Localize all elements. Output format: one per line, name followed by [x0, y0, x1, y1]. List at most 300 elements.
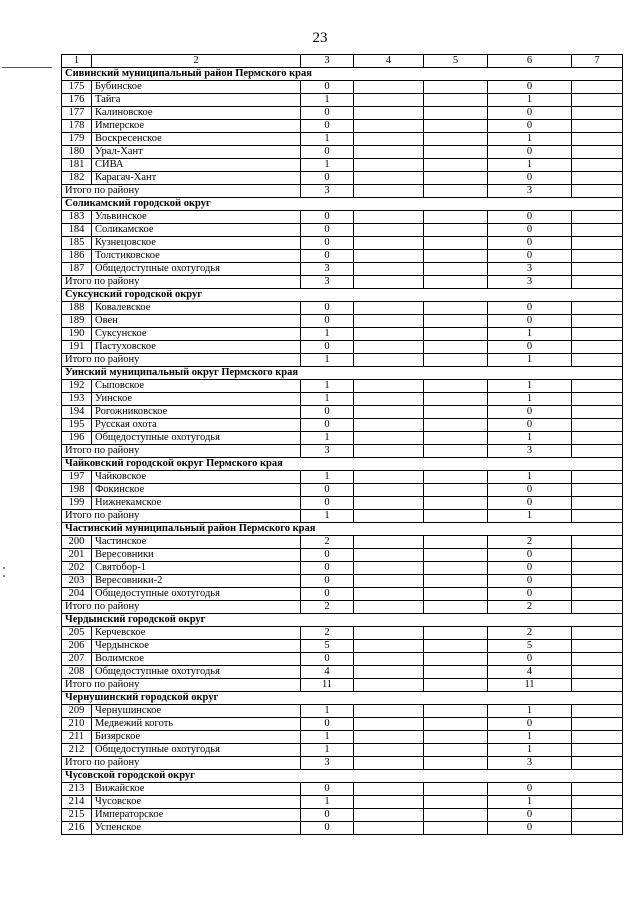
total-row: [62, 601, 623, 614]
header-cell: 1: [62, 55, 92, 68]
row-number: 197: [62, 471, 92, 484]
hunting-ground-name: Чернушинское: [92, 705, 301, 718]
empty-col7: [572, 783, 623, 796]
section-header-row: [62, 523, 623, 536]
value-col3: 0: [301, 237, 354, 250]
table-row: [62, 471, 623, 484]
empty-col7: [572, 627, 623, 640]
table-row: [62, 666, 623, 679]
empty-col7: [572, 718, 623, 731]
hunting-ground-name: Фокинское: [92, 484, 301, 497]
empty-col5: [424, 549, 488, 562]
empty-col4: [354, 705, 424, 718]
empty-col7: [572, 432, 623, 445]
empty-col5: [424, 744, 488, 757]
value-col6: 0: [488, 406, 572, 419]
row-number: 178: [62, 120, 92, 133]
empty-col4: [354, 484, 424, 497]
table-row: [62, 705, 623, 718]
hunting-ground-name: Урал-Хант: [92, 146, 301, 159]
table-row: [62, 562, 623, 575]
value-col6: 2: [488, 536, 572, 549]
total-col3: 11: [301, 679, 354, 692]
empty-col4: [354, 341, 424, 354]
empty-col5: [424, 783, 488, 796]
value-col6: 1: [488, 328, 572, 341]
table-row: [62, 133, 623, 146]
hunting-ground-name: Общедоступные охотугодья: [92, 263, 301, 276]
table-row: [62, 484, 623, 497]
value-col6: 1: [488, 471, 572, 484]
empty-col5: [424, 94, 488, 107]
empty-col7: [572, 328, 623, 341]
hunting-ground-name: Успенское: [92, 822, 301, 835]
section-title: Чусовской городской округ: [62, 770, 623, 783]
table-row: [62, 588, 623, 601]
empty-col7: [572, 822, 623, 835]
value-col3: 0: [301, 81, 354, 94]
value-col3: 0: [301, 562, 354, 575]
row-number: 214: [62, 796, 92, 809]
total-label: Итого по району: [62, 354, 301, 367]
value-col3: 0: [301, 484, 354, 497]
empty-col5: [424, 471, 488, 484]
value-col6: 0: [488, 302, 572, 315]
section-header-row: [62, 68, 623, 81]
empty-col4: [354, 666, 424, 679]
empty-col7: [572, 796, 623, 809]
hunting-ground-name: Общедоступные охотугодья: [92, 432, 301, 445]
empty-col4: [354, 562, 424, 575]
row-number: 198: [62, 484, 92, 497]
table-row: [62, 406, 623, 419]
table-row: [62, 640, 623, 653]
empty-col4: [354, 744, 424, 757]
hunting-ground-name: Имперское: [92, 120, 301, 133]
hunting-ground-name: Императорское: [92, 809, 301, 822]
row-number: 212: [62, 744, 92, 757]
header-cell: 2: [92, 55, 301, 68]
row-number: 190: [62, 328, 92, 341]
empty-col4: [354, 445, 424, 458]
empty-col4: [354, 94, 424, 107]
value-col3: 0: [301, 341, 354, 354]
total-label: Итого по району: [62, 185, 301, 198]
hunting-ground-name: Бубинское: [92, 81, 301, 94]
section-title: Чайковский городской округ Пермского края: [62, 458, 623, 471]
row-number: 200: [62, 536, 92, 549]
hunting-ground-name: Общедоступные охотугодья: [92, 588, 301, 601]
total-col6: 1: [488, 510, 572, 523]
empty-col7: [572, 341, 623, 354]
value-col6: 1: [488, 159, 572, 172]
empty-col5: [424, 237, 488, 250]
hunting-ground-name: Толстиковское: [92, 250, 301, 263]
header-cell: 4: [354, 55, 424, 68]
header-cell: 7: [572, 55, 623, 68]
value-col3: 1: [301, 380, 354, 393]
hunting-ground-name: Волимское: [92, 653, 301, 666]
empty-col5: [424, 315, 488, 328]
table-row: [62, 744, 623, 757]
hunting-ground-name: Рогожниковское: [92, 406, 301, 419]
empty-col4: [354, 731, 424, 744]
empty-col5: [424, 419, 488, 432]
value-col3: 0: [301, 497, 354, 510]
empty-col5: [424, 510, 488, 523]
section-title: Частинский муниципальный район Пермского края: [62, 523, 623, 536]
value-col6: 0: [488, 81, 572, 94]
hunting-ground-name: Частинское: [92, 536, 301, 549]
hunting-ground-name: Нижнекамское: [92, 497, 301, 510]
empty-col4: [354, 133, 424, 146]
row-number: 215: [62, 809, 92, 822]
total-col3: 3: [301, 185, 354, 198]
table-row: [62, 328, 623, 341]
table-row: [62, 783, 623, 796]
empty-col5: [424, 588, 488, 601]
value-col6: 0: [488, 224, 572, 237]
hunting-ground-name: Калиновское: [92, 107, 301, 120]
hunting-ground-name: Сыповское: [92, 380, 301, 393]
row-number: 205: [62, 627, 92, 640]
empty-col4: [354, 510, 424, 523]
table-row: [62, 731, 623, 744]
empty-col7: [572, 406, 623, 419]
empty-col4: [354, 276, 424, 289]
value-col6: 0: [488, 718, 572, 731]
margin-mark: [2, 67, 52, 68]
table-row: [62, 341, 623, 354]
value-col6: 1: [488, 133, 572, 146]
row-number: 193: [62, 393, 92, 406]
empty-col4: [354, 185, 424, 198]
section-header-row: [62, 198, 623, 211]
empty-col4: [354, 224, 424, 237]
table-row: [62, 237, 623, 250]
value-col3: 2: [301, 627, 354, 640]
margin-dot: [3, 575, 5, 577]
row-number: 182: [62, 172, 92, 185]
section-header-row: [62, 289, 623, 302]
value-col6: 1: [488, 380, 572, 393]
value-col3: 1: [301, 744, 354, 757]
empty-col7: [572, 380, 623, 393]
empty-col5: [424, 757, 488, 770]
hunting-ground-name: Соликамское: [92, 224, 301, 237]
header-cell: 6: [488, 55, 572, 68]
value-col3: 1: [301, 796, 354, 809]
total-col3: 1: [301, 354, 354, 367]
empty-col5: [424, 640, 488, 653]
row-number: 209: [62, 705, 92, 718]
value-col6: 1: [488, 796, 572, 809]
empty-col4: [354, 432, 424, 445]
row-number: 206: [62, 640, 92, 653]
empty-col5: [424, 575, 488, 588]
total-col6: 3: [488, 185, 572, 198]
total-label: Итого по району: [62, 679, 301, 692]
table-row: [62, 796, 623, 809]
row-number: 180: [62, 146, 92, 159]
empty-col7: [572, 81, 623, 94]
total-row: [62, 679, 623, 692]
value-col6: 2: [488, 627, 572, 640]
empty-col5: [424, 354, 488, 367]
row-number: 213: [62, 783, 92, 796]
empty-col4: [354, 640, 424, 653]
total-col3: 2: [301, 601, 354, 614]
total-col6: 1: [488, 354, 572, 367]
value-col3: 0: [301, 250, 354, 263]
value-col3: 1: [301, 705, 354, 718]
row-number: 204: [62, 588, 92, 601]
empty-col5: [424, 796, 488, 809]
table-row: [62, 250, 623, 263]
empty-col5: [424, 185, 488, 198]
row-number: 203: [62, 575, 92, 588]
hunting-ground-name: Ульвинское: [92, 211, 301, 224]
value-col3: 0: [301, 315, 354, 328]
value-col6: 1: [488, 432, 572, 445]
table-row: [62, 159, 623, 172]
total-row: [62, 276, 623, 289]
total-label: Итого по району: [62, 601, 301, 614]
header-cell: 5: [424, 55, 488, 68]
empty-col4: [354, 536, 424, 549]
value-col6: 0: [488, 783, 572, 796]
empty-col7: [572, 536, 623, 549]
row-number: 185: [62, 237, 92, 250]
table-row: [62, 549, 623, 562]
value-col3: 2: [301, 536, 354, 549]
table-row: [62, 536, 623, 549]
row-number: 208: [62, 666, 92, 679]
total-col6: 2: [488, 601, 572, 614]
empty-col7: [572, 510, 623, 523]
empty-col4: [354, 627, 424, 640]
total-label: Итого по району: [62, 757, 301, 770]
hunting-ground-name: Вересовники-2: [92, 575, 301, 588]
empty-col4: [354, 575, 424, 588]
hunting-ground-name: Вересовники: [92, 549, 301, 562]
empty-col7: [572, 575, 623, 588]
value-col3: 0: [301, 822, 354, 835]
total-row: [62, 185, 623, 198]
empty-col5: [424, 341, 488, 354]
empty-col5: [424, 536, 488, 549]
header-row: [62, 55, 623, 68]
value-col6: 0: [488, 315, 572, 328]
value-col6: 0: [488, 341, 572, 354]
value-col3: 0: [301, 575, 354, 588]
section-title: Чердынский городской округ: [62, 614, 623, 627]
total-col6: 3: [488, 757, 572, 770]
value-col6: 0: [488, 172, 572, 185]
value-col3: 4: [301, 666, 354, 679]
value-col6: 3: [488, 263, 572, 276]
value-col3: 3: [301, 263, 354, 276]
value-col6: 0: [488, 575, 572, 588]
empty-col5: [424, 172, 488, 185]
row-number: 184: [62, 224, 92, 237]
empty-col5: [424, 484, 488, 497]
hunting-ground-name: СИВА: [92, 159, 301, 172]
empty-col5: [424, 263, 488, 276]
empty-col5: [424, 705, 488, 718]
empty-col5: [424, 822, 488, 835]
empty-col7: [572, 354, 623, 367]
empty-col7: [572, 484, 623, 497]
empty-col4: [354, 237, 424, 250]
value-col3: 1: [301, 432, 354, 445]
total-row: [62, 510, 623, 523]
hunting-ground-name: Уинское: [92, 393, 301, 406]
value-col3: 0: [301, 224, 354, 237]
value-col6: 1: [488, 94, 572, 107]
header-cell: 3: [301, 55, 354, 68]
row-number: 186: [62, 250, 92, 263]
empty-col7: [572, 419, 623, 432]
empty-col7: [572, 562, 623, 575]
empty-col4: [354, 809, 424, 822]
value-col3: 0: [301, 653, 354, 666]
value-col6: 1: [488, 705, 572, 718]
table-row: [62, 575, 623, 588]
value-col3: 0: [301, 783, 354, 796]
hunting-ground-name: Ковалевское: [92, 302, 301, 315]
empty-col4: [354, 120, 424, 133]
empty-col5: [424, 107, 488, 120]
empty-col5: [424, 497, 488, 510]
hunting-ground-name: Воскресенское: [92, 133, 301, 146]
total-col6: 11: [488, 679, 572, 692]
empty-col5: [424, 302, 488, 315]
hunting-ground-name: Кузнецовское: [92, 237, 301, 250]
empty-col4: [354, 315, 424, 328]
row-number: 183: [62, 211, 92, 224]
table-row: [62, 146, 623, 159]
empty-col7: [572, 94, 623, 107]
row-number: 201: [62, 549, 92, 562]
empty-col5: [424, 731, 488, 744]
empty-col5: [424, 679, 488, 692]
value-col6: 0: [488, 419, 572, 432]
table-row: [62, 107, 623, 120]
table-row: [62, 211, 623, 224]
row-number: 202: [62, 562, 92, 575]
section-header-row: [62, 614, 623, 627]
empty-col4: [354, 796, 424, 809]
value-col3: 0: [301, 302, 354, 315]
hunting-ground-name: Общедоступные охотугодья: [92, 744, 301, 757]
value-col6: 0: [488, 250, 572, 263]
empty-col4: [354, 718, 424, 731]
value-col3: 5: [301, 640, 354, 653]
total-label: Итого по району: [62, 276, 301, 289]
empty-col5: [424, 211, 488, 224]
empty-col7: [572, 237, 623, 250]
table-row: [62, 432, 623, 445]
margin-dot: [3, 567, 5, 569]
row-number: 191: [62, 341, 92, 354]
section-title: Уинский муниципальный округ Пермского края: [62, 367, 623, 380]
hunting-ground-name: Медвежий коготь: [92, 718, 301, 731]
empty-col7: [572, 211, 623, 224]
empty-col4: [354, 354, 424, 367]
value-col3: 0: [301, 211, 354, 224]
total-label: Итого по району: [62, 445, 301, 458]
row-number: 189: [62, 315, 92, 328]
value-col3: 0: [301, 588, 354, 601]
table-row: [62, 497, 623, 510]
empty-col5: [424, 224, 488, 237]
empty-col5: [424, 393, 488, 406]
empty-col4: [354, 211, 424, 224]
value-col6: 0: [488, 237, 572, 250]
value-col3: 1: [301, 393, 354, 406]
table-row: [62, 809, 623, 822]
row-number: 211: [62, 731, 92, 744]
table-row: [62, 94, 623, 107]
empty-col7: [572, 445, 623, 458]
row-number: 216: [62, 822, 92, 835]
hunting-ground-name: Вижайское: [92, 783, 301, 796]
value-col3: 1: [301, 731, 354, 744]
empty-col5: [424, 250, 488, 263]
empty-col7: [572, 302, 623, 315]
empty-col7: [572, 705, 623, 718]
value-col3: 0: [301, 406, 354, 419]
row-number: 175: [62, 81, 92, 94]
hunting-ground-name: Святобор-1: [92, 562, 301, 575]
table-row: [62, 380, 623, 393]
value-col3: 0: [301, 419, 354, 432]
row-number: 195: [62, 419, 92, 432]
table-row: [62, 627, 623, 640]
empty-col7: [572, 107, 623, 120]
empty-col7: [572, 640, 623, 653]
hunting-ground-name: Русская охота: [92, 419, 301, 432]
hunting-ground-name: Керчевское: [92, 627, 301, 640]
empty-col4: [354, 549, 424, 562]
empty-col7: [572, 679, 623, 692]
section-title: Суксунский городской округ: [62, 289, 623, 302]
empty-col7: [572, 757, 623, 770]
table-row: [62, 419, 623, 432]
empty-col7: [572, 133, 623, 146]
value-col3: 1: [301, 328, 354, 341]
table-row: [62, 302, 623, 315]
empty-col7: [572, 744, 623, 757]
empty-col4: [354, 159, 424, 172]
value-col6: 0: [488, 497, 572, 510]
total-label: Итого по району: [62, 510, 301, 523]
value-col6: 0: [488, 562, 572, 575]
value-col6: 0: [488, 120, 572, 133]
empty-col7: [572, 185, 623, 198]
empty-col7: [572, 653, 623, 666]
value-col6: 0: [488, 809, 572, 822]
total-col3: 1: [301, 510, 354, 523]
empty-col4: [354, 822, 424, 835]
section-header-row: [62, 770, 623, 783]
empty-col5: [424, 653, 488, 666]
empty-col7: [572, 588, 623, 601]
hunting-ground-name: Суксунское: [92, 328, 301, 341]
hunting-ground-name: Бизярское: [92, 731, 301, 744]
empty-col7: [572, 666, 623, 679]
